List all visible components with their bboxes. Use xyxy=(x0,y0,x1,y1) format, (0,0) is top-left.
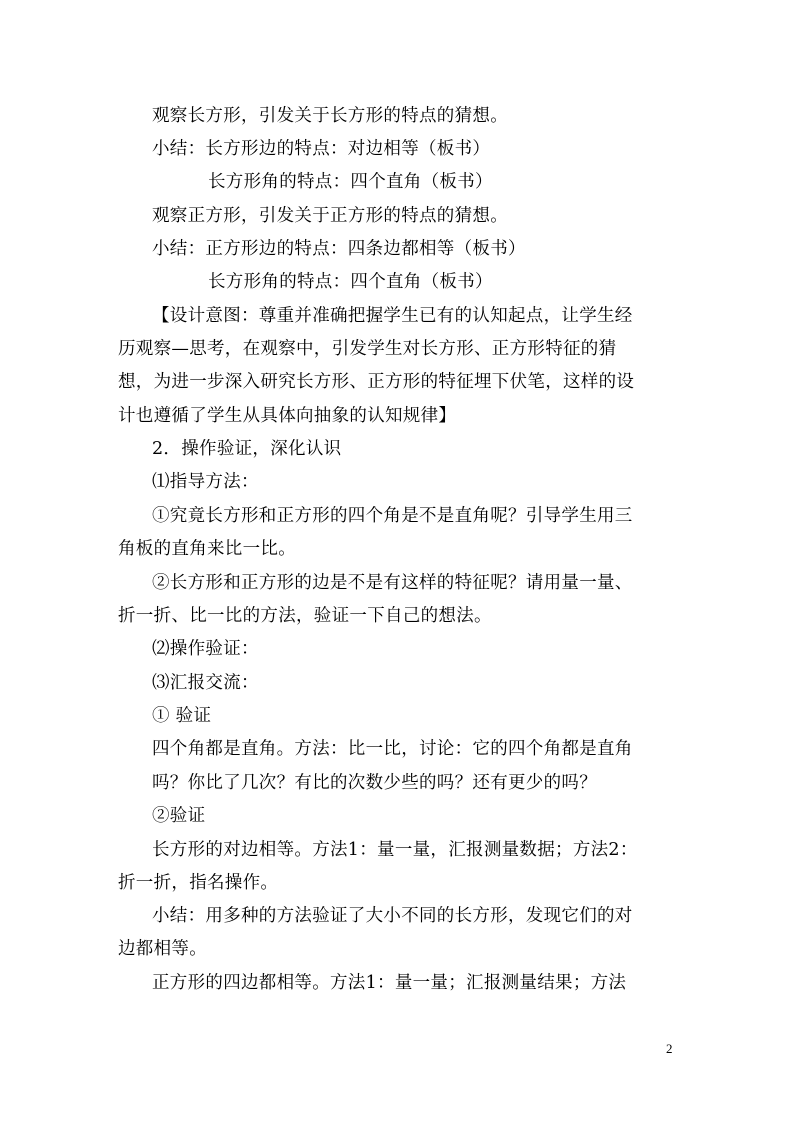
text-line: 小结：正方形边的特点：四条边都相等（板书） xyxy=(152,239,526,259)
text-line: 计也遵循了学生从具体向抽象的认知规律】 xyxy=(118,406,457,426)
text-line: 长方形角的特点：四个直角（板书） xyxy=(208,272,493,292)
text-line: 四个角都是直角。方法：比一比，讨论：它的四个角都是直角 xyxy=(152,739,633,759)
text-line: 长方形的对边相等。方法1：量一量，汇报测量数据；方法2： xyxy=(152,840,638,860)
text-line: 折一折、比一比的方法，验证一下自己的想法。 xyxy=(118,606,492,626)
text-line: ① 验证 xyxy=(152,706,212,726)
text-line: ⑶汇报交流： xyxy=(152,673,259,693)
text-line: 小结：长方形边的特点：对边相等（板书） xyxy=(152,139,491,159)
text-line: 边都相等。 xyxy=(118,939,207,959)
section-heading: 2．操作验证，深化认识 xyxy=(152,439,342,459)
text-line: 观察长方形，引发关于长方形的特点的猜想。 xyxy=(152,106,508,126)
text-line: ②长方形和正方形的边是不是有这样的特征呢？请用量一量、 xyxy=(152,573,633,593)
page-number: 2 xyxy=(666,1041,673,1056)
text-line: 小结：用多种的方法验证了大小不同的长方形，发现它们的对 xyxy=(152,906,633,926)
text-line: 观察正方形，引发关于正方形的特点的猜想。 xyxy=(152,206,508,226)
text-line: ⑴指导方法： xyxy=(152,472,259,492)
text-line: 长方形角的特点：四个直角（板书） xyxy=(208,172,493,192)
text-line: 【设计意图：尊重并准确把握学生已有的认知起点，让学生经 xyxy=(152,306,633,326)
text-line: 正方形的四边都相等。方法1：量一量；汇报测量结果；方法 xyxy=(152,973,627,993)
text-line: ⑵操作验证： xyxy=(152,639,259,659)
text-line: ②验证 xyxy=(152,806,206,826)
text-line: 折一折，指名操作。 xyxy=(118,873,279,893)
text-line: 角板的直角来比一比。 xyxy=(118,539,296,559)
text-line: 历观察—思考，在观察中，引发学生对长方形、正方形特征的猜 xyxy=(118,339,617,359)
text-line: ①究竟长方形和正方形的四个角是不是直角呢？引导学生用三 xyxy=(152,506,633,526)
text-line: 吗？你比了几次？有比的次数少些的吗？还有更少的吗？ xyxy=(152,773,597,793)
text-line: 想，为进一步深入研究长方形、正方形的特征埋下伏笔，这样的设 xyxy=(118,372,635,392)
